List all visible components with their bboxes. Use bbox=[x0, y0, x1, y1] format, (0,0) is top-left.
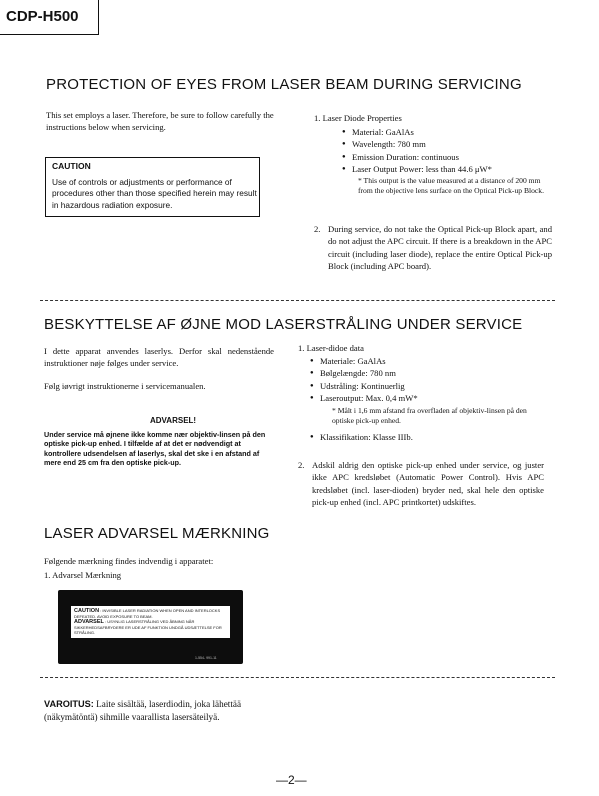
advarsel-title: ADVARSEL! bbox=[150, 416, 197, 425]
advarsel-text: Under service må øjnene ikke komme nær objektiv-linsen på den optiske pick-up enhed. I tilfælde af at det er nødvendigt at kontrollere udsendelsen af laserlys, skal det ske i en afstand af mere end 25 cm fra den optiske pick-up. bbox=[44, 430, 266, 468]
danish-note: * Målt i 1,6 mm afstand fra overfladen af objektiv-linsen på den optiske pick-up enhed. bbox=[332, 406, 527, 425]
label-code: 1-554- 991-11 bbox=[195, 656, 217, 660]
marking-intro: Følgende mærkning findes indvendig i apparatet: bbox=[44, 556, 214, 566]
english-heading: PROTECTION OF EYES FROM LASER BEAM DURING SERVICING bbox=[46, 76, 522, 93]
label-advarsel-text: : USYNLIG LASERSTRÅLING VED ÅBNING NÅR SIKKERHEDSAFBRYDERE ER UDE AF FUNKTION UNDGÅ UDSÆTTELSE FOR STRÅLING. bbox=[74, 619, 222, 635]
danish-item2-text: Adskil aldrig den optiske pick-up enhed under service, og juster ikke APC kredsløbet (Automatic Power Control). Hvis APC kredsløbet (incl. laser-dioden) bryder ned, skal hele den optiske pick-up enhed (incl. APC printkortet) udskiftes. bbox=[312, 460, 544, 508]
page-number: —2— bbox=[276, 773, 307, 787]
bullet-udstraling: ● Udstråling: Kontinuerlig bbox=[310, 380, 540, 392]
bullet-materiale: ● Materiale: GaAlAs bbox=[310, 355, 540, 367]
bullet-bolgelaengde: ● Bølgelængde: 780 nm bbox=[310, 367, 540, 379]
danish-intro2: Følg iøvrigt instruktionerne i servicemanualen. bbox=[44, 381, 206, 391]
bullet-laseroutput: ● Laseroutput: Max. 0,4 mW* bbox=[310, 392, 540, 404]
laser-diode-data-title: 1. Laser-didoe data bbox=[298, 343, 364, 353]
label-advarsel: ADVARSEL bbox=[74, 619, 104, 625]
varoitus-text: Laite sisältää, laserdiodin, joka lähettää (näkymätöntä) sihmille vaarallista lasersäteilyä. bbox=[44, 699, 242, 722]
bottom-divider bbox=[40, 677, 555, 678]
danish-intro: I dette apparat anvendes laserlys. Derfor skal nedenstående instruktioner nøje følges under service. bbox=[44, 346, 274, 369]
marking-heading: LASER ADVARSEL MÆRKNING bbox=[44, 525, 270, 542]
label-caution: CAUTION bbox=[74, 608, 100, 614]
caution-box bbox=[45, 157, 260, 217]
caution-title: CAUTION bbox=[52, 161, 91, 171]
english-intro: This set employs a laser. Therefore, be sure to follow carefully the instructions below when servicing. bbox=[46, 110, 274, 133]
danish-heading: BESKYTTELSE AF ØJNE MOD LASERSTRÅLING UNDER SERVICE bbox=[44, 316, 523, 333]
bullet-wavelength: ● Wavelength: 780 mm bbox=[342, 138, 562, 150]
english-item2-text: During service, do not take the Optical Pick-up Block apart, and do not adjust the APC circuit. If there is a breakdown in the APC circuit (including laser diode), replace the entire Optical Pick-up Block (including APC board). bbox=[328, 224, 552, 272]
bullet-material: ● Material: GaAlAs bbox=[342, 126, 562, 138]
bullet-output: ● Laser Output Power: less than 44.6 μW* bbox=[342, 163, 562, 175]
warning-label bbox=[58, 590, 243, 664]
varoitus-block bbox=[44, 698, 294, 724]
bullet-klassifikation: ● Klassifikation: Klasse IIIb. bbox=[310, 431, 540, 443]
danish-bullet-list-2 bbox=[310, 431, 540, 443]
danish-item2-number: 2. bbox=[298, 460, 305, 470]
danish-bullet-list bbox=[310, 355, 540, 405]
bullet-emission: ● Emission Duration: continuous bbox=[342, 151, 562, 163]
warning-label-text bbox=[71, 606, 230, 638]
caution-text: Use of controls or adjustments or performance of procedures other than those specified herein may result in hazardous radiation exposure. bbox=[52, 177, 257, 210]
label-caution-text: : INVISIBLE LASER RADIATION WHEN OPEN AND INTERLOCKS DEFEATED. AVOID EXPOSURE TO BEAM. bbox=[74, 608, 221, 619]
english-bullet-list bbox=[342, 126, 562, 176]
english-item2-number: 2. bbox=[314, 224, 321, 234]
laser-diode-properties-title: 1. Laser Diode Properties bbox=[314, 113, 402, 123]
section-divider bbox=[40, 300, 555, 301]
varoitus-label: VAROITUS: bbox=[44, 699, 94, 709]
english-note: * This output is the value measured at a distance of 200 mm from the objective lens surface on the Optical Pick-up Block. bbox=[358, 176, 544, 195]
marking-item: 1. Advarsel Mærkning bbox=[44, 570, 122, 580]
model-number: CDP-H500 bbox=[6, 8, 79, 25]
